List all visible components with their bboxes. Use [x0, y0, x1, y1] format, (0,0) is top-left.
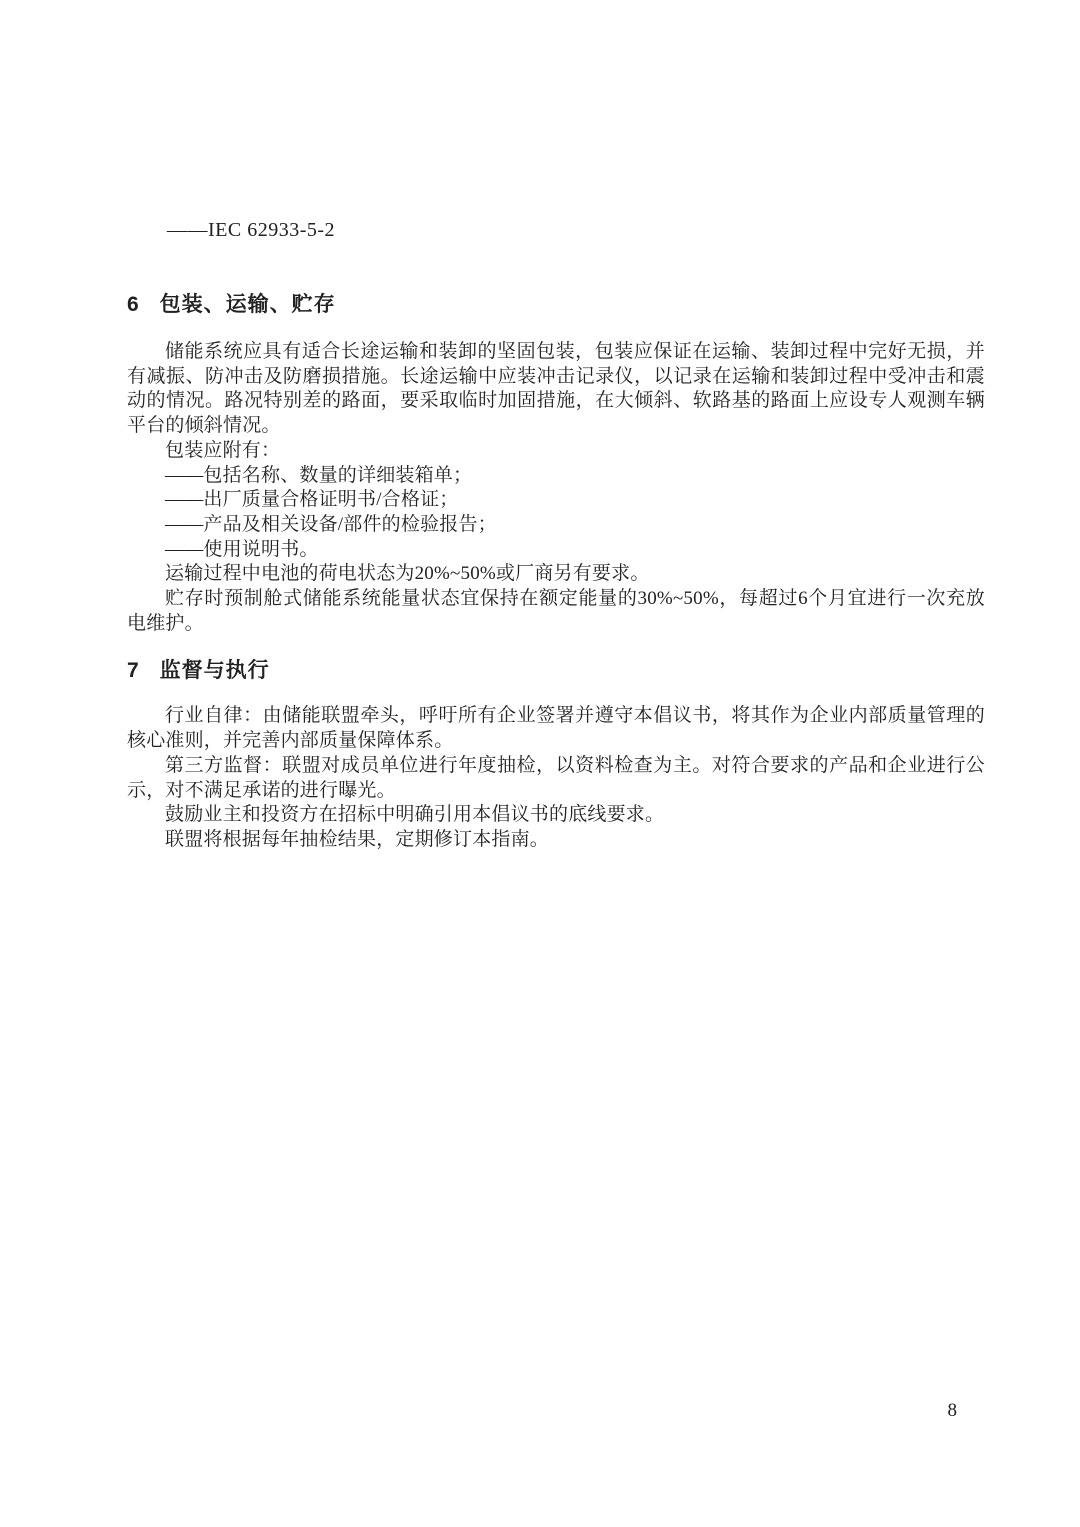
paragraph-industry-self-discipline: 行业自律：由储能联盟牵头，呼吁所有企业签署并遵守本倡议书，将其作为企业内部质量管理的核心准则，并完善内部质量保障体系。 — [127, 705, 985, 752]
list-item-packing-list: ——包括名称、数量的详细装箱单； — [165, 464, 473, 486]
paragraph-transport-soc: 运输过程中电池的荷电状态为20%~50%或厂商另有要求。 — [165, 563, 650, 585]
paragraph-storage-soc: 贮存时预制舱式储能系统能量状态宜保持在额定能量的30%~50%，每超过6个月宜进行一次充放电维护。 — [127, 588, 985, 634]
section-7-body — [127, 704, 985, 852]
section-6-title: 包装、运输、贮存 — [159, 293, 336, 316]
paragraph-alliance-revision: 联盟将根据每年抽检结果，定期修订本指南。 — [165, 828, 550, 850]
page-content — [127, 218, 985, 1423]
section-7-number: 7 — [127, 659, 140, 683]
reference-line-iec: ——IEC 62933-5-2 — [167, 219, 336, 241]
section-7-title: 监督与执行 — [159, 659, 270, 683]
page-footer — [127, 1398, 985, 1423]
paragraph-packing-intro: 储能系统应具有适合长途运输和装卸的坚固包装，包装应保证在运输、装卸过程中完好无损，并有减振、防冲击及防磨损措施。长途运输中应装冲击记录仪，以记录在运输和装卸过程中受冲击和震动的情况。路况特别差的路面，要采取临时加固措施，在大倾斜、软路基的路面上应设专人观测车辆平台的倾斜情况。 — [127, 341, 985, 437]
page-number: 8 — [947, 1399, 957, 1421]
section-6-number: 6 — [127, 293, 140, 316]
list-item-inspection-report: ——产品及相关设备/部件的检验报告； — [165, 513, 497, 535]
section-6-body — [127, 340, 985, 636]
paragraph-packing-attach-lead: 包装应附有： — [165, 439, 281, 461]
paragraph-encourage-owners: 鼓励业主和投资方在招标中明确引用本倡议书的底线要求。 — [165, 804, 665, 826]
section-7-heading — [127, 656, 985, 686]
paragraph-third-party-supervision: 第三方监督：联盟对成员单位进行年度抽检，以资料检查为主。对符合要求的产品和企业进行公示，对不满足承诺的进行曝光。 — [127, 754, 985, 801]
list-item-user-manual: ——使用说明书。 — [165, 538, 319, 560]
section-6-heading — [127, 290, 985, 320]
list-item-quality-certificate: ——出厂质量合格证明书/合格证； — [165, 489, 459, 511]
